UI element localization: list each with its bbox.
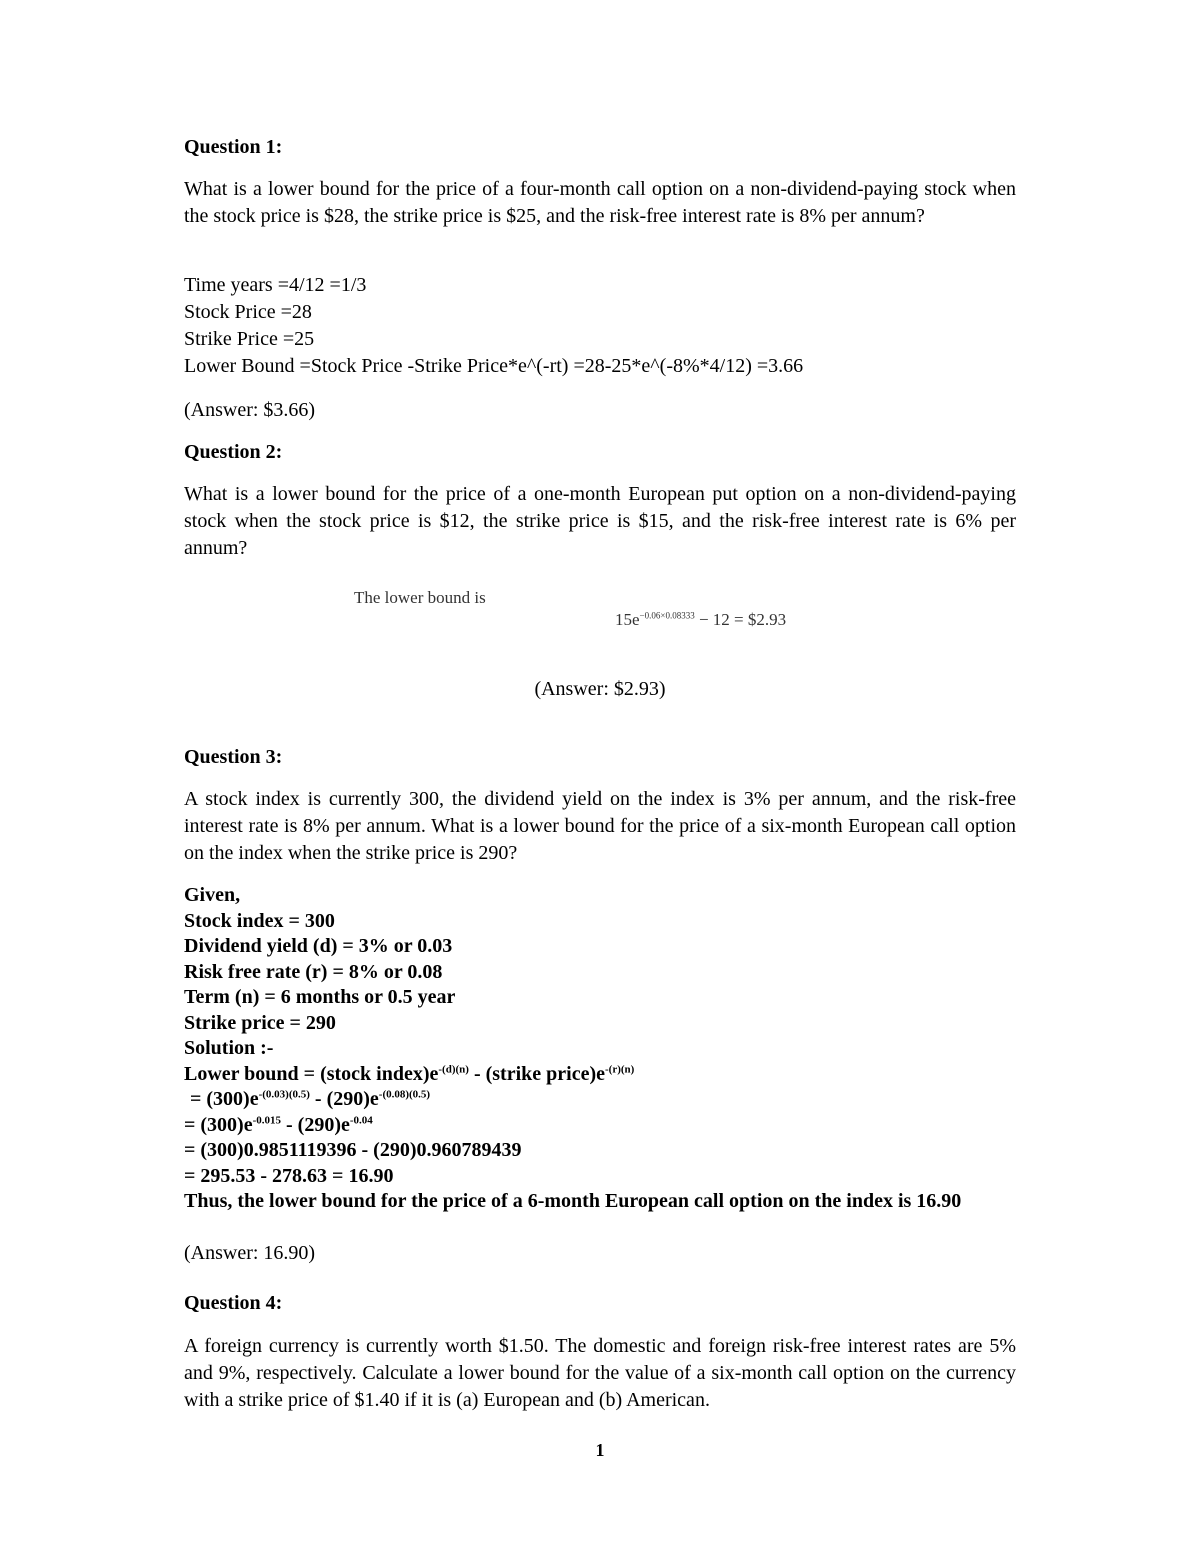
given-line: Dividend yield (d) = 3% or 0.03 (184, 935, 453, 957)
question-3-answer: (Answer: 16.90) (184, 1242, 316, 1264)
formula-exponent: -(0.03)(0.5) (258, 1088, 310, 1101)
given-line: Strike price = 290 (184, 1011, 336, 1034)
question-4-text: A foreign currency is currently worth $1.50. The domestic and foreign risk-free interest rates are 5% and 9%, respectively. Calculate a lower bound for the value of a six-month call option on the currency with a strike price of $1.40 if it is (a) European and (b) American. (184, 1335, 1016, 1411)
formula-line (184, 1087, 1016, 1113)
formula-line: = 295.53 - 278.63 = 16.90 (184, 1164, 394, 1187)
formula-part: = (300)e (184, 1113, 253, 1136)
given-line: Risk free rate (r) = 8% or 0.08 (184, 960, 443, 983)
formula-exponent: -(r)(n) (605, 1062, 635, 1075)
formula-line (184, 1113, 1016, 1139)
given-line: Term (n) = 6 months or 0.5 year (184, 986, 456, 1008)
formula-exponent: −0.06×0.08333 (639, 610, 695, 621)
work-line: Time years =4/12 =1/3 (184, 274, 367, 296)
formula-part: - (strike price)e (468, 1062, 605, 1085)
question-2-heading: Question 2: (184, 441, 283, 463)
question-1-work (184, 272, 1016, 380)
given-line: Stock index = 300 (184, 909, 335, 932)
formula-image (615, 610, 786, 630)
question-1-answer: (Answer: $3.66) (184, 399, 316, 421)
work-line: Strike Price =25 (184, 328, 315, 350)
formula-exponent: -0.04 (349, 1113, 373, 1126)
given-line: Solution :- (184, 1037, 274, 1059)
question-2-answer: (Answer: $2.93) (534, 678, 666, 700)
question-3-heading: Question 3: (184, 746, 283, 768)
question-1-heading: Question 1: (184, 136, 283, 158)
formula-exponent: -0.015 (252, 1113, 282, 1126)
question-4-heading: Question 4: (184, 1292, 283, 1314)
formula-exponent: -(0.08)(0.5) (378, 1088, 431, 1101)
page-number: 1 (595, 1440, 605, 1460)
formula-part: = (300)e (190, 1088, 259, 1110)
formula-image-label: The lower bound is (354, 588, 486, 607)
formula-line (184, 1062, 1016, 1088)
formula-part: Lower bound = (stock index)e (184, 1062, 439, 1085)
question-1-text: What is a lower bound for the price of a four-month call option on a non-dividend-paying stock when the stock price is $28, the strike price is $25, and the risk-free interest rate is 8% per annum? (184, 178, 1016, 227)
formula-part: - (290)e (309, 1088, 379, 1110)
conclusion-line: Thus, the lower bound for the price of a 6-month European call option on the index is 16.90 (184, 1190, 962, 1212)
given-line: Given, (184, 884, 241, 906)
work-line: Stock Price =28 (184, 301, 312, 323)
work-line: Lower Bound =Stock Price -Strike Price*e^(-rt) =28-25*e^(-8%*4/12) =3.66 (184, 355, 804, 377)
formula-base: 15e (615, 610, 640, 629)
formula-line: = (300)0.9851119396 - (290)0.960789439 (184, 1139, 522, 1161)
formula-exponent: -(d)(n) (438, 1062, 469, 1075)
formula-part: - (290)e (281, 1113, 350, 1136)
question-3-solution (184, 883, 1016, 1215)
question-2-text: What is a lower bound for the price of a one-month European put option on a non-dividend-paying stock when the stock price is $12, the strike price is $15, and the risk-free interest rate is 6% per annum? (184, 483, 1016, 559)
formula-rest: − 12 = $2.93 (698, 610, 787, 629)
question-3-text: A stock index is currently 300, the dividend yield on the index is 3% per annum, and the risk-free interest rate is 8% per annum. What is a lower bound for the price of a six-month European call option on the index when the strike price is 290? (184, 788, 1016, 864)
